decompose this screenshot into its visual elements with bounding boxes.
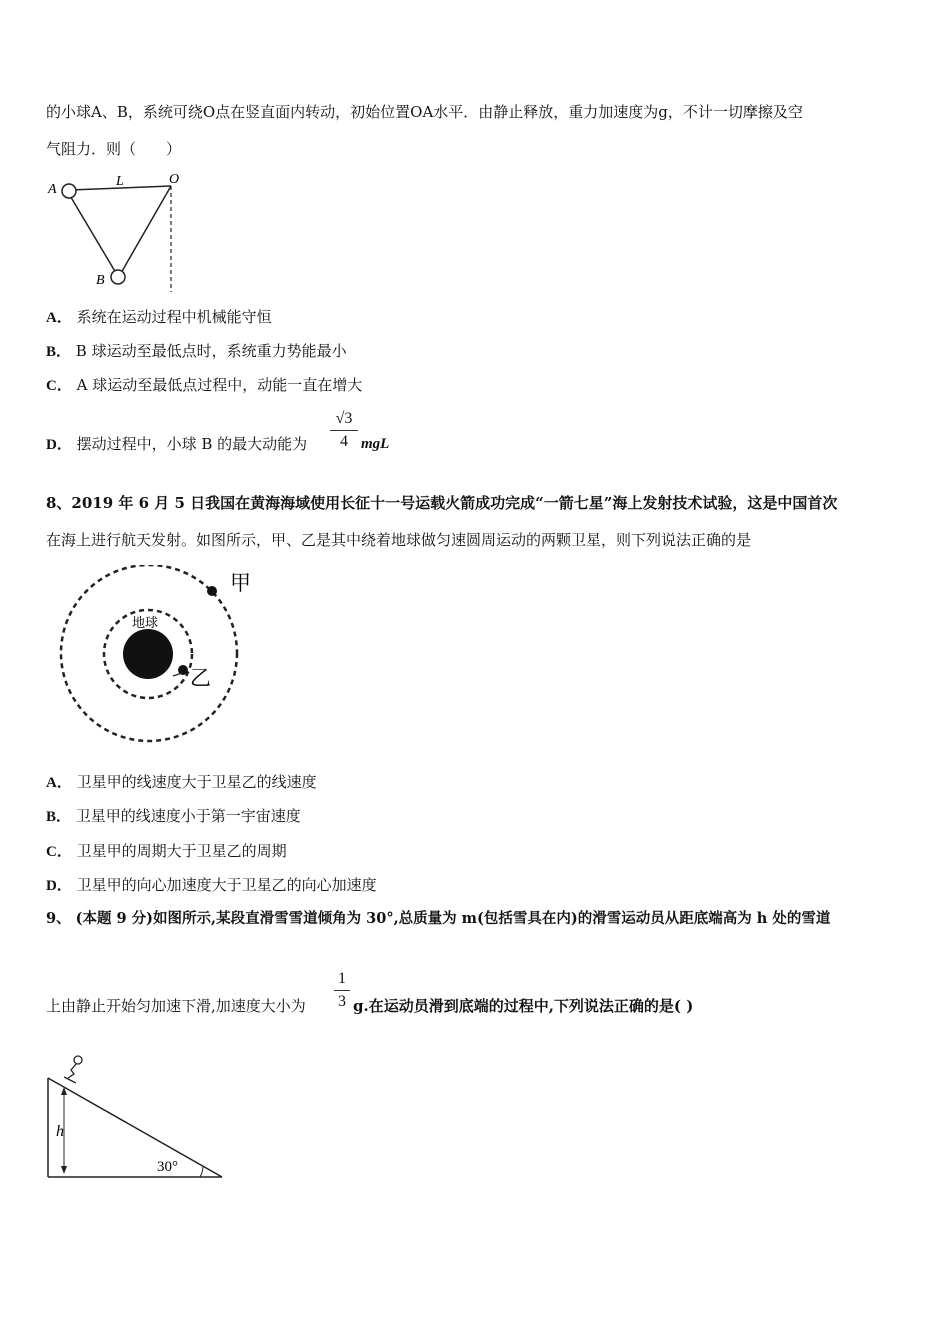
q9-stem-line2: [46, 996, 306, 1016]
q9-label-h: h: [56, 1123, 64, 1140]
q8-option-a: [46, 772, 317, 793]
fraction-denominator: 4: [340, 433, 348, 450]
satellite-jia: [207, 586, 217, 596]
option-label: B．: [46, 344, 72, 360]
option-label: D．: [46, 437, 72, 453]
q7-pendulum-figure: [40, 170, 190, 295]
q7-label-B: B: [96, 273, 105, 288]
q9-stem-line2-pre: 上由静止开始匀加速下滑,加速度大小为: [46, 997, 306, 1015]
option-label: C．: [46, 844, 72, 860]
q7-option-c: [46, 375, 362, 396]
earth-disk: [123, 629, 173, 679]
q7-label-L: L: [116, 174, 124, 189]
skier-icon: [64, 1056, 82, 1083]
q8-option-b: [46, 806, 301, 827]
option-text: 卫星甲的线速度大于卫星乙的线速度: [76, 773, 317, 791]
q7-option-a: [46, 307, 272, 328]
q7-d-fraction: [330, 410, 358, 451]
fraction-numerator: √3: [335, 410, 353, 427]
q9-stem-line2-post: g.在运动员滑到底端的过程中,下列说法正确的是( ): [353, 997, 694, 1015]
option-text: B 球运动至最低点时，系统重力势能最小: [75, 342, 347, 360]
q9-slope-figure: [40, 1050, 230, 1180]
q8-option-d: [46, 875, 377, 896]
option-text: 系统在运动过程中机械能守恒: [76, 308, 272, 326]
q7-d-expression: mgL: [361, 436, 390, 452]
earth-label: 地球: [132, 616, 159, 631]
q8-stem-line2: 在海上进行航天发射。如图所示，甲、乙是其中绕着地球做匀速圆周运动的两颗卫星，则下列说法正确的是: [46, 531, 752, 549]
option-text: 摆动过程中，小球 B 的最大动能为: [76, 435, 308, 453]
option-text: 卫星甲的周期大于卫星乙的周期: [76, 842, 287, 860]
q8-option-c: [46, 841, 287, 862]
q7-stem-line2: 气阻力．则（ ）: [46, 140, 182, 158]
option-label: A．: [46, 775, 72, 791]
option-label: B．: [46, 809, 72, 825]
satellite-jia-label: 甲: [230, 571, 251, 595]
option-label: C．: [46, 378, 72, 394]
q7-label-A: A: [48, 182, 57, 197]
option-text: 卫星甲的线速度小于第一宇宙速度: [75, 807, 301, 825]
q9-stem-line1: 9、 (本题 9 分)如图所示,某段直滑雪雪道倾角为 30°,总质量为 m(包括雪具在内)的滑雪运动员从距底端高为 h 处的雪道: [46, 910, 831, 927]
satellite-yi-label: 乙: [190, 666, 211, 690]
q7-option-d: [46, 434, 307, 455]
fraction-denominator: 3: [338, 993, 346, 1010]
q9-label-angle: 30°: [157, 1159, 178, 1175]
q7-label-O: O: [169, 172, 180, 187]
q8-orbit-figure: [52, 565, 257, 755]
q7-option-b: [46, 341, 347, 362]
option-label: A．: [46, 310, 72, 326]
option-label: D．: [46, 878, 72, 894]
q7-stem-line1: 的小球A、B，系统可绕O点在竖直面内转动，初始位置OA水平．由静止释放，重力加速度为g，不计一切摩擦及空: [46, 103, 803, 121]
q9-fraction: [334, 970, 350, 1011]
q8-stem-line1: 8、2019 年 6 月 5 日我国在黄海海域使用长征十一号运载火箭成功完成“一箭七星”海上发射技术试验，这是中国首次: [46, 494, 838, 512]
option-text: A 球运动至最低点过程中，动能一直在增大: [76, 376, 363, 394]
fraction-numerator: 1: [338, 970, 346, 987]
option-text: 卫星甲的向心加速度大于卫星乙的向心加速度: [76, 876, 377, 894]
